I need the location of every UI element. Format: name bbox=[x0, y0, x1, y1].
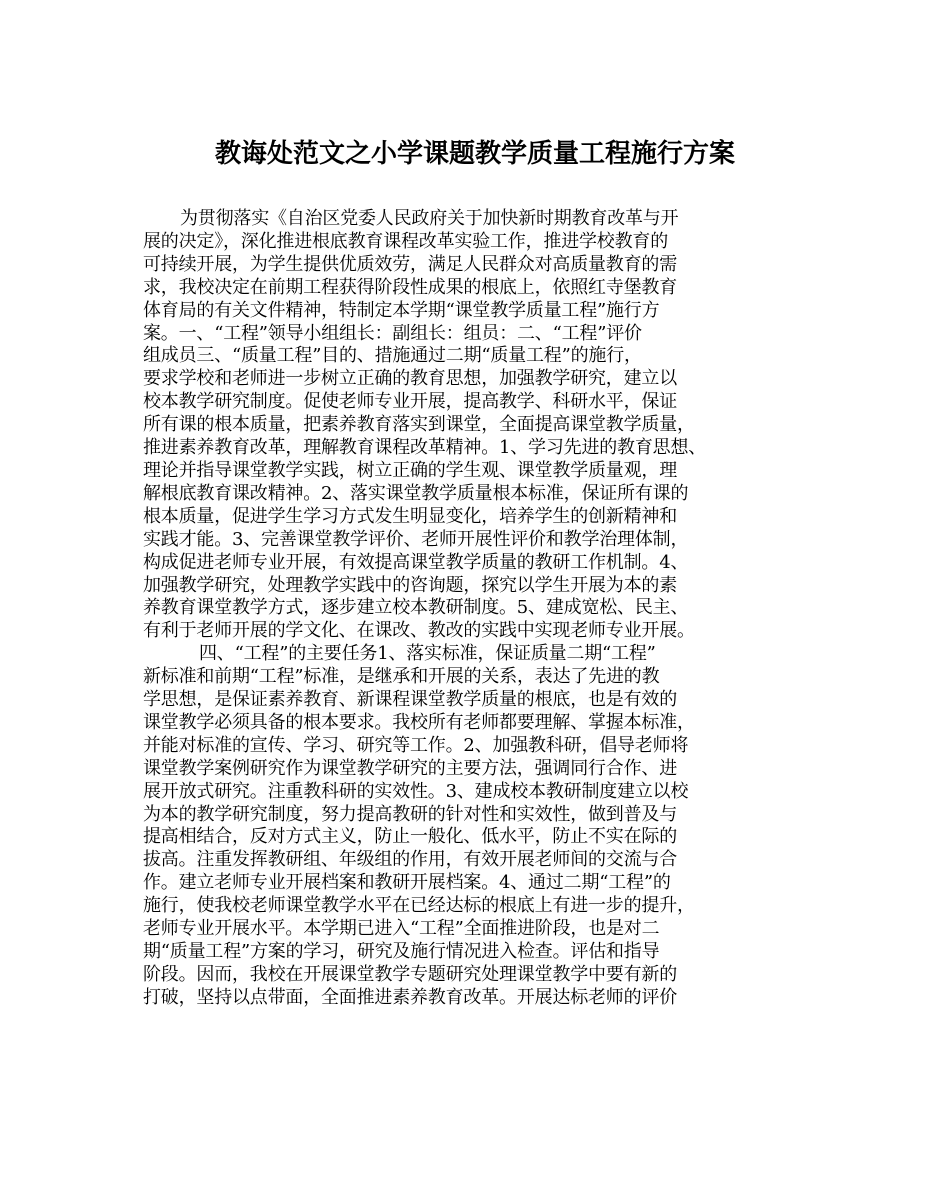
body-line: 解根底教育课改精神。2、落实课堂教学质量根本标准，保证所有课的 bbox=[143, 482, 689, 504]
body-line: 组成员三、“质量工程”目的、措施通过二期“质量工程”的施行， bbox=[143, 345, 642, 367]
body-line: 可持续开展，为学生提供优质效劳，满足人民群众对高质量教育的需 bbox=[143, 253, 677, 275]
body-line: 实践才能。3、完善课堂教学评价、老师开展性评价和教学治理体制， bbox=[143, 528, 689, 550]
body-line: 新标准和前期“工程”标准，是继承和开展的关系，表达了先进的教 bbox=[143, 666, 660, 688]
body-line: 施行，使我校老师课堂教学水平在已经达标的根底上有进一步的提升， bbox=[143, 895, 695, 917]
body-line: 有利于老师开展的学文化、在课改、教改的实践中实现老师专业开展。 bbox=[143, 620, 695, 642]
body-line: 提高相结合，反对方式主义，防止一般化、低水平，防止不实在际的 bbox=[143, 826, 677, 848]
document-body bbox=[143, 208, 823, 1010]
body-line: 老师专业开展水平。本学期已进入“工程”全面推进阶段，也是对二 bbox=[143, 918, 660, 940]
body-line: 养教育课堂教学方式，逐步建立校本教研制度。5、建成宽松、民主、 bbox=[143, 597, 689, 619]
body-line: 课堂教学案例研究作为课堂教学研究的主要方法，强调同行合作、进 bbox=[143, 757, 677, 779]
body-line: 期“质量工程”方案的学习，研究及施行情况进入检查。评估和指导 bbox=[143, 941, 660, 962]
body-line: 四、“工程”的主要任务1、落实标准，保证质量二期“工程” bbox=[199, 643, 656, 665]
body-line: 学思想，是保证素养教育、新课程课堂教学质量的根底，也是有效的 bbox=[143, 689, 677, 711]
body-line: 所有课的根本质量，把素养教育落实到课堂，全面提高课堂教学质量， bbox=[143, 414, 695, 436]
body-line: 求，我校决定在前期工程获得阶段性成果的根底上，依照红寺堡教育 bbox=[143, 276, 677, 298]
body-line: 为本的教学研究制度，努力提高教研的针对性和实效性，做到普及与 bbox=[143, 803, 677, 825]
body-line: 阶段。因而，我校在开展课堂教学专题研究处理课堂教学中要有新的 bbox=[143, 963, 677, 985]
body-line: 要求学校和老师进一步树立正确的教育思想，加强教学研究，建立以 bbox=[143, 368, 677, 390]
body-line: 加强教学研究，处理教学实践中的咨询题，探究以学生开展为本的素 bbox=[143, 574, 677, 596]
body-line: 理论并指导课堂教学实践，树立正确的学生观、课堂教学质量观，理 bbox=[143, 459, 677, 481]
body-line: 展开放式研究。注重教科研的实效性。3、建成校本教研制度建立以校 bbox=[143, 780, 689, 802]
body-line: 根本质量，促进学生学习方式发生明显变化，培养学生的创新精神和 bbox=[143, 505, 677, 527]
body-line: 校本教学研究制度。促使老师专业开展，提高教学、科研水平，保证 bbox=[143, 391, 677, 413]
document-title: 教诲处范文之小学课题教学质量工程施行方案 bbox=[214, 139, 735, 169]
body-line: 展的决定》，深化推进根底教育课程改革实验工作，推进学校教育的 bbox=[143, 230, 668, 252]
body-line: 打破，坚持以点带面，全面推进素养教育改革。开展达标老师的评价 bbox=[143, 986, 677, 1008]
body-line: 作。建立老师专业开展档案和教研开展档案。4、通过二期“工程”的 bbox=[143, 872, 671, 894]
body-line: 体育局的有关文件精神，特制定本学期“课堂教学质量工程”施行方 bbox=[143, 299, 660, 321]
body-line: 为贯彻落实《自治区党委人民政府关于加快新时期教育改革与开 bbox=[180, 208, 679, 229]
body-line: 推进素养教育改革，理解教育课程改革精神。1、学习先进的教育思想、 bbox=[143, 437, 707, 459]
body-line: 并能对标准的宣传、学习、研究等工作。2、加强教科研，倡导老师将 bbox=[143, 734, 689, 756]
body-line: 构成促进老师专业开展，有效提高课堂教学质量的教研工作机制。4、 bbox=[143, 551, 689, 573]
body-line: 课堂教学必须具备的根本要求。我校所有老师都要理解、掌握本标准， bbox=[143, 711, 695, 733]
body-line: 案。一、“工程”领导小组组长：副组长：组员：二、“工程”评价 bbox=[143, 322, 642, 344]
body-line: 拔高。注重发挥教研组、年级组的作用，有效开展老师间的交流与合 bbox=[143, 849, 677, 871]
